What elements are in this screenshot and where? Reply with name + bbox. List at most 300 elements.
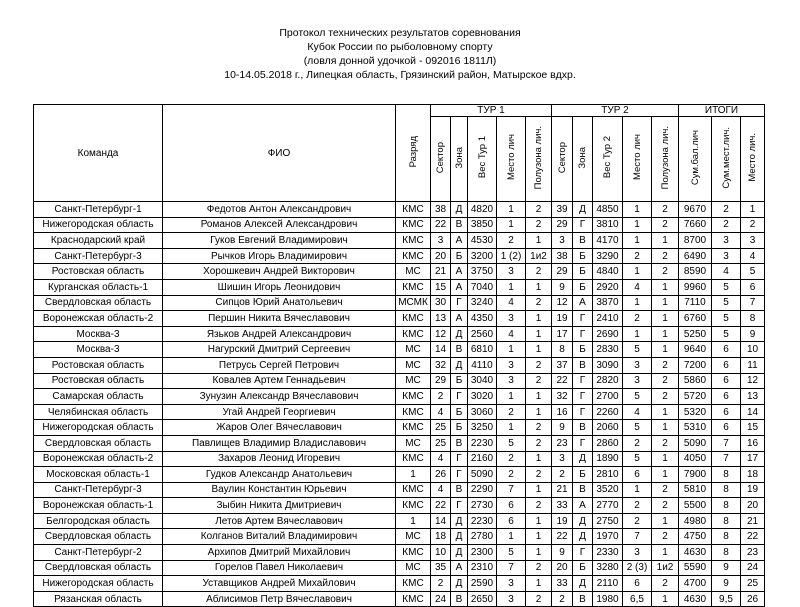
cell-weight2: 2330 (593, 545, 623, 561)
cell-place: 5 (741, 264, 765, 280)
cell-weight2: 2820 (593, 373, 623, 389)
cell-sum-pts: 5860 (679, 373, 712, 389)
cell-weight2: 2410 (593, 311, 623, 327)
cell-weight2: 3870 (593, 295, 623, 311)
cell-sum-pl: 9,5 (712, 591, 741, 607)
table-row (34, 482, 765, 498)
cell-weight2: 2690 (593, 326, 623, 342)
cell-zonepl1: 2 (526, 295, 552, 311)
cell-place2: 5 (623, 420, 652, 436)
cell-place1: 5 (497, 435, 526, 451)
cell-weight1: 2300 (468, 545, 497, 561)
cell-sector2: 22 (552, 529, 573, 545)
cell-zone1: В (451, 342, 468, 358)
cell-weight1: 4110 (468, 357, 497, 373)
cell-sector2: 23 (552, 435, 573, 451)
cell-weight1: 4820 (468, 202, 497, 218)
cell-zone2: Д (573, 576, 593, 592)
col-zone1-header: Зона (451, 117, 468, 202)
cell-zone2: Г (573, 373, 593, 389)
cell-sector2: 3 (552, 451, 573, 467)
cell-name: Колганов Виталий Владимирович (163, 529, 396, 545)
cell-sum-pts: 5310 (679, 420, 712, 436)
cell-team: Нижегородская область (34, 420, 163, 436)
cell-sector2: 9 (552, 545, 573, 561)
cell-weight2: 2260 (593, 404, 623, 420)
cell-place2: 2 (623, 435, 652, 451)
cell-weight1: 2230 (468, 513, 497, 529)
table-row (34, 373, 765, 389)
cell-weight1: 3040 (468, 373, 497, 389)
cell-weight2: 1970 (593, 529, 623, 545)
cell-sector1: 30 (431, 295, 451, 311)
cell-zone1: Д (451, 529, 468, 545)
cell-place1: 3 (497, 357, 526, 373)
cell-place: 13 (741, 389, 765, 405)
cell-sum-pl: 8 (712, 513, 741, 529)
cell-place1: 7 (497, 482, 526, 498)
col-zonepl1-header: Полузона лич. (526, 117, 552, 202)
cell-place2: 5 (623, 451, 652, 467)
cell-sum-pts: 6490 (679, 248, 712, 264)
cell-place1: 1 (497, 342, 526, 358)
col-place-header: Место лич. (741, 117, 765, 202)
cell-sum-pl: 8 (712, 498, 741, 514)
col-sector1-header: Сектор (431, 117, 451, 202)
cell-zone1: В (451, 217, 468, 233)
col-sector2-header: Сектор (552, 117, 573, 202)
cell-zonepl2: 1 (652, 545, 679, 561)
cell-zone1: Б (451, 420, 468, 436)
cell-zone2: Д (573, 202, 593, 218)
cell-weight2: 3090 (593, 357, 623, 373)
cell-team: Санкт-Петербург-3 (34, 248, 163, 264)
cell-team: Челябинская область (34, 404, 163, 420)
cell-place2: 6 (623, 576, 652, 592)
table-row (34, 342, 765, 358)
cell-name: Ковалев Артем Геннадьевич (163, 373, 396, 389)
cell-rank: КМС (396, 233, 431, 249)
cell-zone2: Г (573, 326, 593, 342)
cell-sector2: 29 (552, 264, 573, 280)
cell-weight1: 2290 (468, 482, 497, 498)
cell-sector2: 29 (552, 217, 573, 233)
cell-place2: 2 (623, 248, 652, 264)
table-row (34, 498, 765, 514)
cell-place: 23 (741, 545, 765, 561)
cell-team: Санкт-Петербург-3 (34, 482, 163, 498)
cell-zonepl2: 1 (652, 326, 679, 342)
cell-zone1: В (451, 591, 468, 607)
col-rank-header: Разряд (396, 105, 431, 202)
cell-name: Уставщиков Андрей Михайлович (163, 576, 396, 592)
cell-zonepl2: 2 (652, 389, 679, 405)
cell-place: 3 (741, 233, 765, 249)
cell-place1: 1 (497, 529, 526, 545)
cell-zone2: Д (573, 513, 593, 529)
table-row (34, 357, 765, 373)
cell-rank: МС (396, 435, 431, 451)
cell-zone2: Г (573, 389, 593, 405)
cell-weight1: 2310 (468, 560, 497, 576)
cell-place2: 1 (623, 264, 652, 280)
cell-place: 9 (741, 326, 765, 342)
cell-place: 18 (741, 467, 765, 483)
cell-place: 7 (741, 295, 765, 311)
table-row (34, 529, 765, 545)
cell-name: Павлищев Владимир Владиславович (163, 435, 396, 451)
cell-sector2: 17 (552, 326, 573, 342)
cell-sector2: 19 (552, 311, 573, 327)
cell-name: Гудков Александр Анатольевич (163, 467, 396, 483)
cell-team: Свердловская область (34, 435, 163, 451)
cell-place2: 1 (623, 326, 652, 342)
cell-zonepl1: 1 (526, 311, 552, 327)
cell-place2: 2 (3) (623, 560, 652, 576)
cell-name: Нагурский Дмитрий Сергеевич (163, 342, 396, 358)
cell-sum-pts: 6760 (679, 311, 712, 327)
cell-place2: 5 (623, 342, 652, 358)
cell-zonepl2: 2 (652, 529, 679, 545)
cell-sum-pts: 5320 (679, 404, 712, 420)
cell-sum-pl: 7 (712, 451, 741, 467)
cell-zone1: Д (451, 513, 468, 529)
cell-sum-pts: 4050 (679, 451, 712, 467)
cell-place2: 2 (623, 311, 652, 327)
cell-team: Рязанская область (34, 591, 163, 607)
cell-rank: КМС (396, 498, 431, 514)
cell-sector1: 2 (431, 576, 451, 592)
cell-sector1: 10 (431, 545, 451, 561)
cell-sector1: 14 (431, 342, 451, 358)
cell-rank: МС (396, 560, 431, 576)
cell-place1: 4 (497, 326, 526, 342)
cell-zonepl1: 2 (526, 467, 552, 483)
cell-sum-pl: 8 (712, 545, 741, 561)
cell-zone2: А (573, 498, 593, 514)
cell-zonepl2: 1и2 (652, 560, 679, 576)
cell-weight1: 4350 (468, 311, 497, 327)
cell-rank: КМС (396, 545, 431, 561)
cell-zonepl2: 1 (652, 420, 679, 436)
cell-place1: 3 (497, 373, 526, 389)
cell-sum-pts: 4750 (679, 529, 712, 545)
cell-place1: 4 (497, 295, 526, 311)
cell-sum-pts: 4700 (679, 576, 712, 592)
cell-team: Воронежская область-2 (34, 311, 163, 327)
cell-sector2: 20 (552, 560, 573, 576)
cell-name: Романов Алексей Александрович (163, 217, 396, 233)
cell-place: 14 (741, 404, 765, 420)
cell-weight2: 2750 (593, 513, 623, 529)
cell-place2: 6 (623, 467, 652, 483)
cell-sector2: 16 (552, 404, 573, 420)
cell-sum-pl: 6 (712, 404, 741, 420)
cell-place2: 1 (623, 482, 652, 498)
cell-sector2: 33 (552, 498, 573, 514)
cell-sector2: 3 (552, 233, 573, 249)
cell-sum-pts: 9670 (679, 202, 712, 218)
cell-team: Воронежская область-1 (34, 498, 163, 514)
cell-zonepl1: 1 (526, 342, 552, 358)
cell-sector2: 19 (552, 513, 573, 529)
cell-weight2: 2700 (593, 389, 623, 405)
cell-weight1: 3850 (468, 217, 497, 233)
cell-name: Зыбин Никита Дмитриевич (163, 498, 396, 514)
cell-sector1: 24 (431, 591, 451, 607)
cell-sector2: 8 (552, 342, 573, 358)
cell-zonepl1: 2 (526, 591, 552, 607)
cell-zone1: Д (451, 576, 468, 592)
cell-sector2: 32 (552, 389, 573, 405)
cell-zonepl1: 1 (526, 326, 552, 342)
cell-place: 20 (741, 498, 765, 514)
cell-place1: 3 (497, 576, 526, 592)
cell-weight1: 6810 (468, 342, 497, 358)
cell-zone1: Б (451, 248, 468, 264)
results-body (34, 202, 765, 607)
cell-place1: 3 (497, 591, 526, 607)
cell-team: Московская область-1 (34, 467, 163, 483)
cell-place2: 2 (623, 513, 652, 529)
cell-sector1: 2 (431, 389, 451, 405)
cell-place2: 1 (623, 295, 652, 311)
cell-weight2: 1980 (593, 591, 623, 607)
cell-sector1: 4 (431, 482, 451, 498)
cell-place: 24 (741, 560, 765, 576)
cell-zone2: Г (573, 545, 593, 561)
cell-zone1: Д (451, 202, 468, 218)
cell-zone2: В (573, 357, 593, 373)
cell-zone2: Б (573, 279, 593, 295)
cell-sector1: 25 (431, 420, 451, 436)
header-discipline: (ловля донной удочкой - 092016 1811Л) (303, 55, 497, 67)
cell-name: Летов Артем Вячеславович (163, 513, 396, 529)
cell-name: Гуков Евгений Владимирович (163, 233, 396, 249)
cell-rank: МС (396, 264, 431, 280)
cell-place1: 1 (497, 389, 526, 405)
col-place1-header: Место лич (497, 117, 526, 202)
cell-zone2: Г (573, 435, 593, 451)
cell-sum-pl: 8 (712, 482, 741, 498)
cell-team: Ростовская область (34, 357, 163, 373)
cell-zone2: В (573, 233, 593, 249)
cell-zone2: Г (573, 404, 593, 420)
cell-sum-pl: 9 (712, 560, 741, 576)
cell-zonepl2: 2 (652, 202, 679, 218)
cell-team: Свердловская область (34, 560, 163, 576)
cell-rank: МС (396, 342, 431, 358)
cell-sector2: 9 (552, 420, 573, 436)
cell-place1: 1 (497, 202, 526, 218)
cell-weight2: 2860 (593, 435, 623, 451)
cell-rank: КМС (396, 576, 431, 592)
cell-zonepl1: 2 (526, 202, 552, 218)
cell-zonepl1: 1 (526, 513, 552, 529)
cell-weight2: 3290 (593, 248, 623, 264)
table-row (34, 202, 765, 218)
cell-name: Зунузин Александр Вячеславович (163, 389, 396, 405)
cell-sum-pl: 6 (712, 420, 741, 436)
cell-sum-pl: 6 (712, 389, 741, 405)
cell-rank: КМС (396, 248, 431, 264)
document-header (0, 26, 800, 82)
cell-zonepl2: 1 (652, 591, 679, 607)
cell-sum-pts: 4630 (679, 591, 712, 607)
cell-zone2: Г (573, 217, 593, 233)
results-table (33, 104, 765, 607)
cell-place2: 4 (623, 404, 652, 420)
cell-weight1: 2730 (468, 498, 497, 514)
cell-weight2: 4170 (593, 233, 623, 249)
cell-place1: 1 (497, 279, 526, 295)
cell-team: Нижегородская область (34, 217, 163, 233)
cell-place1: 1 (2) (497, 248, 526, 264)
cell-place1: 2 (497, 451, 526, 467)
cell-sum-pl: 6 (712, 342, 741, 358)
cell-zone1: Д (451, 545, 468, 561)
cell-zonepl2: 1 (652, 404, 679, 420)
cell-sector1: 3 (431, 233, 451, 249)
cell-weight1: 3060 (468, 404, 497, 420)
cell-sum-pts: 9960 (679, 279, 712, 295)
cell-zonepl1: 1и2 (526, 248, 552, 264)
cell-team: Ростовская область (34, 373, 163, 389)
cell-sum-pts: 8700 (679, 233, 712, 249)
cell-sum-pl: 7 (712, 435, 741, 451)
table-row (34, 264, 765, 280)
cell-sector1: 38 (431, 202, 451, 218)
cell-weight2: 2770 (593, 498, 623, 514)
cell-weight2: 3280 (593, 560, 623, 576)
cell-sector1: 25 (431, 435, 451, 451)
cell-zone2: Д (573, 529, 593, 545)
cell-place2: 2 (623, 498, 652, 514)
cell-zone2: А (573, 295, 593, 311)
cell-sector2: 2 (552, 467, 573, 483)
cell-sector1: 32 (431, 357, 451, 373)
cell-zonepl1: 2 (526, 357, 552, 373)
cell-rank: МС (396, 373, 431, 389)
cell-sum-pts: 9640 (679, 342, 712, 358)
cell-name: Жаров Олег Вячеславович (163, 420, 396, 436)
cell-place: 15 (741, 420, 765, 436)
table-row (34, 279, 765, 295)
cell-zone1: Б (451, 404, 468, 420)
cell-team: Москва-3 (34, 326, 163, 342)
cell-sum-pl: 9 (712, 576, 741, 592)
cell-sector2: 39 (552, 202, 573, 218)
cell-sum-pl: 5 (712, 311, 741, 327)
cell-zonepl2: 1 (652, 451, 679, 467)
cell-place: 4 (741, 248, 765, 264)
cell-team: Самарская область (34, 389, 163, 405)
cell-zone1: В (451, 482, 468, 498)
header-title: Протокол технических результатов соревнования (279, 27, 521, 39)
cell-rank: КМС (396, 591, 431, 607)
cell-place: 12 (741, 373, 765, 389)
cell-team: Свердловская область (34, 529, 163, 545)
cell-rank: МСМК (396, 295, 431, 311)
cell-weight1: 3750 (468, 264, 497, 280)
cell-zonepl2: 2 (652, 373, 679, 389)
cell-place2: 5 (623, 389, 652, 405)
cell-place1: 3 (497, 264, 526, 280)
cell-name: Угай Андрей Георгиевич (163, 404, 396, 420)
cell-zonepl1: 1 (526, 233, 552, 249)
cell-sum-pl: 2 (712, 202, 741, 218)
cell-sector2: 33 (552, 576, 573, 592)
cell-place2: 3 (623, 545, 652, 561)
cell-weight2: 2830 (593, 342, 623, 358)
cell-sector2: 22 (552, 373, 573, 389)
cell-zonepl1: 2 (526, 420, 552, 436)
cell-sector2: 21 (552, 482, 573, 498)
cell-sum-pl: 8 (712, 467, 741, 483)
cell-rank: МС (396, 529, 431, 545)
cell-sector1: 18 (431, 529, 451, 545)
col-sumpl-header: Сум.мест.лич. (712, 117, 741, 202)
cell-name: Ваулин Константин Юрьевич (163, 482, 396, 498)
cell-place: 22 (741, 529, 765, 545)
cell-weight2: 3810 (593, 217, 623, 233)
cell-zonepl2: 1 (652, 233, 679, 249)
cell-place: 11 (741, 357, 765, 373)
cell-sum-pts: 5720 (679, 389, 712, 405)
cell-zonepl1: 1 (526, 404, 552, 420)
cell-sum-pts: 7660 (679, 217, 712, 233)
cell-zone1: Д (451, 357, 468, 373)
cell-zone1: Г (451, 389, 468, 405)
cell-name: Першин Никита Вячеславович (163, 311, 396, 327)
cell-zone1: Д (451, 326, 468, 342)
cell-sum-pts: 5090 (679, 435, 712, 451)
table-row (34, 513, 765, 529)
col-zone2-header: Зона (573, 117, 593, 202)
table-row (34, 435, 765, 451)
cell-zonepl1: 2 (526, 264, 552, 280)
cell-sector1: 21 (431, 264, 451, 280)
table-row (34, 248, 765, 264)
cell-zone1: А (451, 279, 468, 295)
cell-sector1: 4 (431, 451, 451, 467)
cell-sum-pts: 5250 (679, 326, 712, 342)
cell-rank: КМС (396, 482, 431, 498)
cell-weight2: 2920 (593, 279, 623, 295)
cell-name: Рычков Игорь Владимирович (163, 248, 396, 264)
cell-sum-pl: 5 (712, 295, 741, 311)
cell-sum-pts: 8590 (679, 264, 712, 280)
cell-sector2: 9 (552, 279, 573, 295)
table-row (34, 389, 765, 405)
table-row (34, 404, 765, 420)
cell-zonepl1: 2 (526, 560, 552, 576)
table-row (34, 467, 765, 483)
cell-rank: КМС (396, 420, 431, 436)
cell-sum-pl: 5 (712, 279, 741, 295)
cell-sum-pl: 4 (712, 264, 741, 280)
cell-weight1: 3020 (468, 389, 497, 405)
cell-zone2: Д (573, 451, 593, 467)
group-tour2: ТУР 2 (552, 105, 679, 117)
table-row (34, 451, 765, 467)
col-weight1-header: Вес Тур 1 (468, 117, 497, 202)
cell-sector1: 15 (431, 279, 451, 295)
table-row (34, 233, 765, 249)
col-zonepl2-header: Полузона лич. (652, 117, 679, 202)
cell-place2: 1 (623, 233, 652, 249)
cell-sum-pl: 8 (712, 529, 741, 545)
